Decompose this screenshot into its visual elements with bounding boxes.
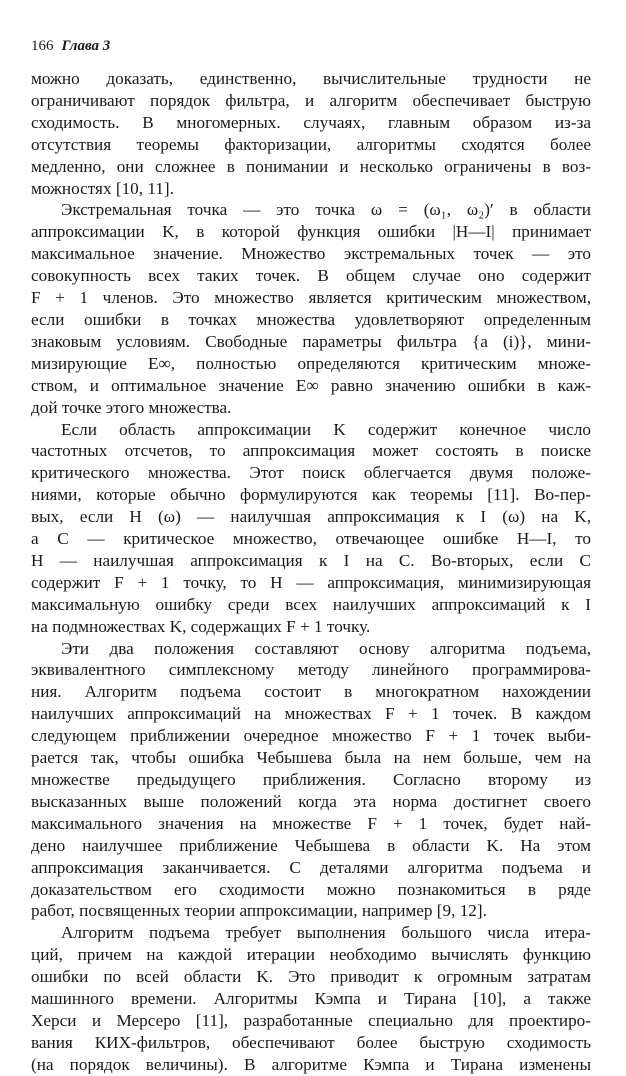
text-line: можностях [10, 11]. [31, 178, 174, 198]
text-line: если ошибки в точках множества удовлетворяют определенным [31, 309, 591, 329]
text-line: знаковым условиям. Свободные параметры фильтра {a (i)}, мини- [31, 331, 591, 351]
text-line: Алгоритм подъема требует выполнения большого числа итера- [61, 923, 591, 943]
text-line: дой точке этого множества. [31, 397, 232, 417]
book-page [31, 36, 591, 1076]
text-line: сходимость. В многомерных. случаях, главным образом из-за [31, 112, 591, 132]
text-line: критического множества. Этот поиск облегчается двумя положе- [31, 463, 591, 483]
text-line: частотных отсчетов, то аппроксимация может состоять в поиске [31, 441, 591, 461]
text-line: ций, причем на каждой итерации необходимо вычислять функцию [31, 945, 591, 965]
text-line: мизирующие E∞, полностью определяются критическим множе- [31, 353, 591, 373]
text-line: а C — критическое множество, отвечающее ошибке H—I, то [31, 529, 591, 549]
text-line: отсутствия теоремы факторизации, алгоритмы сходятся более [31, 134, 591, 154]
text-line: медленно, они сложнее в понимании и несколько ограничены в воз- [31, 156, 591, 176]
text-line: максимальное значение. Множество экстремальных точек — это [31, 244, 591, 264]
text-line: максимальную ошибку среди всех наилучших аппроксимаций к I [31, 594, 591, 614]
text-line: (на порядок величины). В алгоритме Кэмпа и Тирана изменены [31, 1054, 591, 1074]
text-line: Экстремальная точка — это точка ω = (ω₁, ω₂)′ в области [61, 200, 591, 220]
text-line: эквивалентного симплексному методу линейного программирова- [31, 660, 591, 680]
text-line: машинного времени. Алгоритмы Кэмпа и Тирана [10], а также [31, 989, 591, 1009]
chapter-title: Глава 3 [61, 38, 111, 54]
paragraph-3 [31, 419, 591, 638]
text-line: высказанных выше положений когда эта норма достигнет своего [31, 791, 591, 811]
text-line: аппроксимации K, в которой функция ошибки |H—I| принимает [31, 222, 591, 242]
text-line: доказательством его сходимости можно познакомиться в ряде [31, 879, 591, 899]
text-line: Херси и Мерсеро [11], разработанные специально для проектиро- [31, 1010, 591, 1030]
text-line: F + 1 членов. Это множество является критическим множеством, [31, 288, 591, 308]
text-line: ния. Алгоритм подъема состоит в многократном нахождении [31, 682, 591, 702]
text-line: Эти два положения составляют основу алгоритма подъема, [61, 638, 591, 658]
paragraph-2 [31, 199, 591, 418]
text-line: наилучших аппроксимаций на множествах F + 1 точек. В каждом [31, 704, 591, 724]
text-line: вания КИХ-фильтров, обеспечивают более быструю сходимость [31, 1032, 591, 1052]
text-line: рается так, чтобы ошибка Чебышева была на нем больше, чем на [31, 748, 591, 768]
text-line: следующем приближении очередное множество F + 1 точек выби- [31, 726, 591, 746]
text-line: на подмножествах K, содержащих F + 1 точку. [31, 616, 371, 636]
text-line: ошибки по всей области K. Это приводит к огромным затратам [31, 967, 591, 987]
text-line: содержит F + 1 точку, то H — аппроксимация, минимизирующая [31, 572, 591, 592]
running-head [31, 36, 591, 56]
text-line: дено наилучшее приближение Чебышева в области K. На этом [31, 835, 591, 855]
text-line: работ, посвященных теории аппроксимации, например [9, 12]. [31, 901, 487, 921]
page-number: 166 [31, 38, 54, 54]
paragraph-5 [31, 922, 591, 1075]
text-line: ниями, которые обычно формулируются как теоремы [11]. Во-пер- [31, 485, 591, 505]
text-line: совокупность всех таких точек. В общем случае оно содержит [31, 266, 591, 286]
text-line: Если область аппроксимации K содержит конечное число [61, 419, 591, 439]
paragraph-1 [31, 68, 591, 199]
text-line: вых, если H (ω) — наилучшая аппроксимация к I (ω) на K, [31, 507, 591, 527]
text-line: аппроксимация заканчивается. С деталями алгоритма подъема и [31, 857, 591, 877]
text-line: множестве предыдущего приближения. Согласно второму из [31, 770, 591, 789]
text-line: ограничивают порядок фильтра, и алгоритм обеспечивает быструю [31, 90, 591, 110]
text-line: ством, и оптимальное значение E∞ равно значению ошибки в каж- [31, 375, 591, 395]
text-line: H — наилучшая аппроксимация к I на C. Во-вторых, если C [31, 550, 591, 570]
text-line: максимального значения на множестве F + 1 точек, будет най- [31, 813, 591, 833]
paragraph-4 [31, 638, 591, 923]
text-line: можно доказать, единственно, вычислительные трудности не [31, 69, 591, 88]
